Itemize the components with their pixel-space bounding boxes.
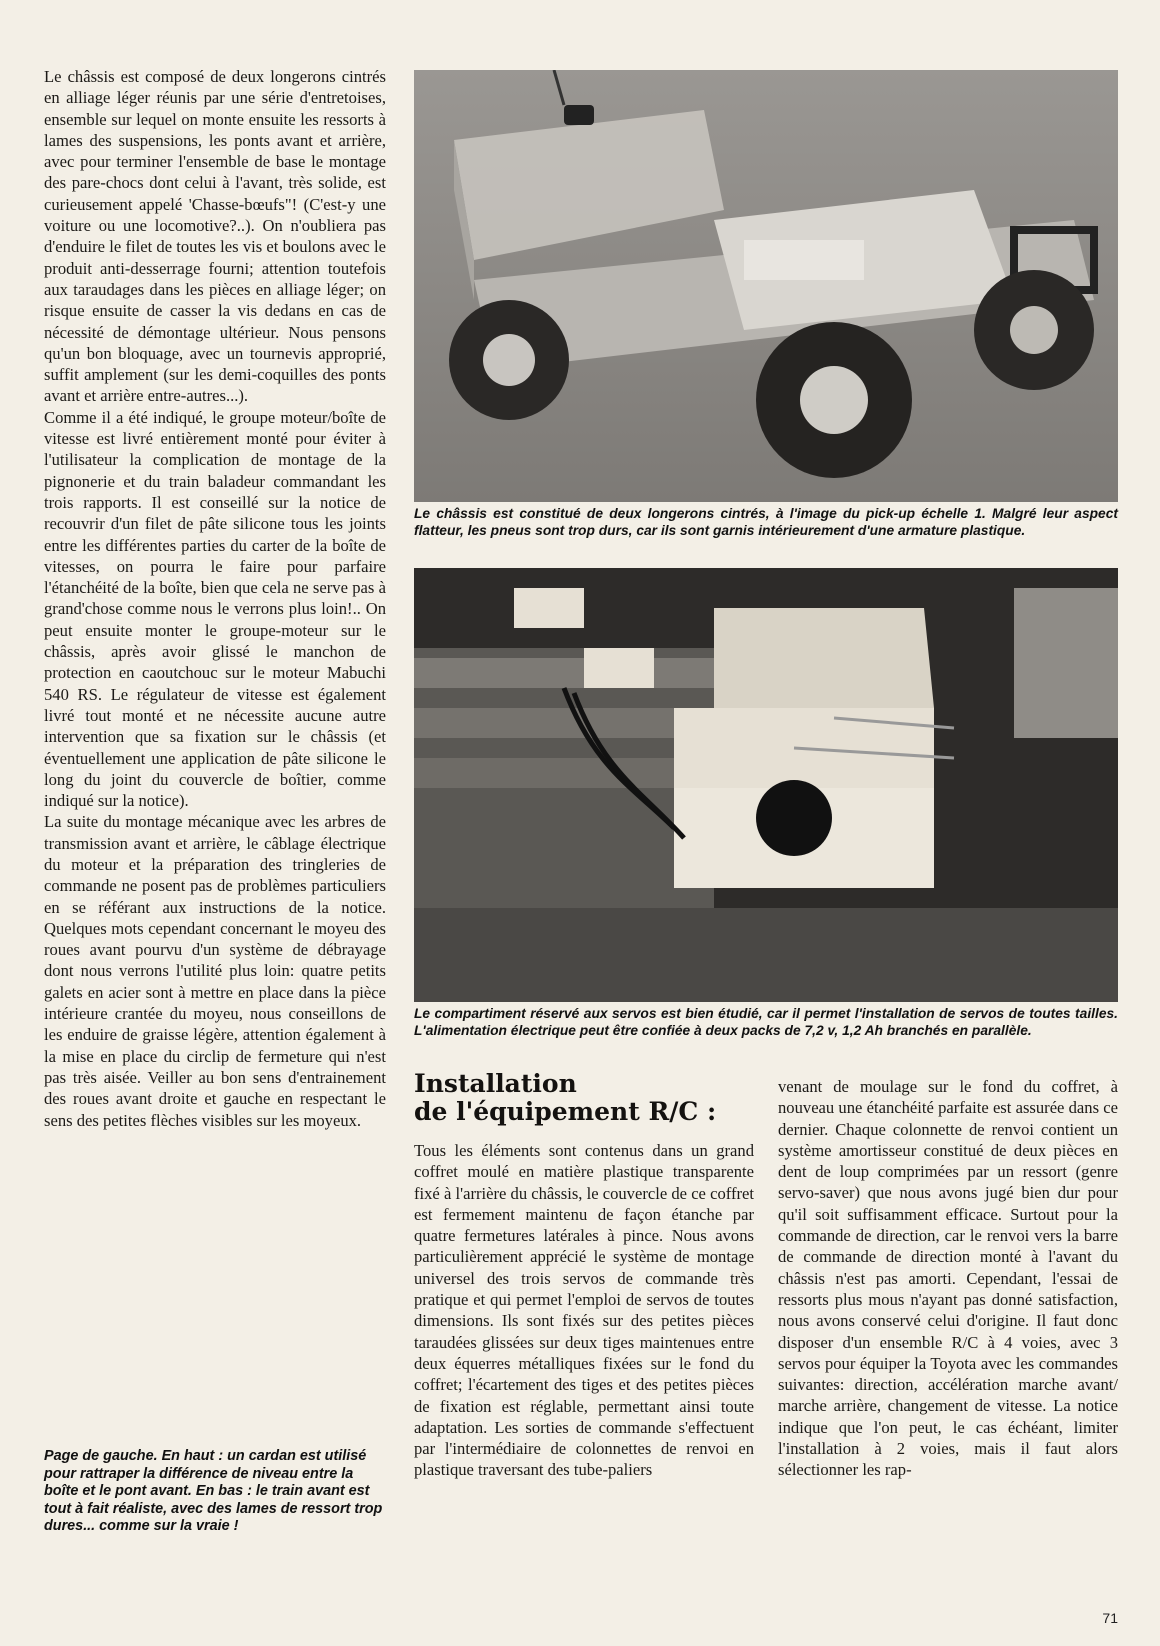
servo-photo-caption: Le compartiment réservé aux servos est bien étudié, car il permet l'installation de servos de toutes tailles. L'alimentation électrique peut être confiée à deux packs de 7,2 v, 1,2 Ah branchés en parallèle. xyxy=(414,1006,1118,1038)
left-paragraph-1: Le châssis est composé de deux longerons cintrés en alliage léger réunis par une série d'entretoises, ensemble sur lequel on monte ensuite les ressorts à lames des suspensions, les ponts avant et arrière, avec pour terminer l'ensemble de base le montage des pare-chocs dont celui à l'avant, très solide, est curieusement appelé 'Chasse-bœufs"! (C'est-y une voiture ou une locomotive?..). On n'oubliera pas d'enduire le filet de toutes les vis et boulons avec le produit anti-desserrage fourni; attention toutefois aux taraudages dans les pièces en alliage léger; on risque ensuite de casser la vis dedans en cas de nécessité de démontage ultérieur. Nous pensons qu'un bon bloquage, avec un tournevis approprié, suffit amplement (sur les demi-coquilles des ponts avant et arrière entre-autres...). xyxy=(44,67,386,406)
right-column-text xyxy=(778,1076,1118,1481)
left-column-text xyxy=(44,66,386,1131)
chassis-photo xyxy=(414,70,1118,502)
left-paragraph-2: Comme il a été indiqué, le groupe moteur/boîte de vitesse est livré entièrement monté pour éviter à l'utilisateur la complication de montage de la pignonerie et du train baladeur commandant les trois rapports. Il est conseillé sur la notice de recouvrir d'un filet de pâte silicone tous les joints entre les différentes parties du carter de la boîte de vitesses, on pourra le faire pour parfaire l'étanchéité de la boîte, bien que cela ne serve pas à grand'chose comme nous le verrons plus loin!.. On peut ensuite monter le groupe-moteur sur le châssis, après avoir glissé le manchon de protection en caoutchouc sur le moteur Mabuchi 540 RS. Le régulateur de vitesse est également livré tout monté et ne nécessite aucune autre intervention que sa fixation sur le châssis (et éventuellement une application de pâte silicone le long du joint du couvercle de boîtier, comme indiqué sur la notice). xyxy=(44,407,386,811)
middle-paragraph: Tous les éléments sont contenus dans un grand coffret moulé en matière plastique transparente fixé à l'arrière du châssis, le couvercle de ce coffret est fermement maintenu de façon étanche par quatre fermetures latérales à pince. Nous avons particulièrement apprécié le système de montage universel des trois servos de commande très pratique et qui permet l'emploi de servos de toutes dimensions. Ils sont fixés sur des petites pièces taraudées glissées sur deux tiges maintenues entre deux équerres métalliques fixées sur le fond du coffret; l'écartement des tiges et des petites pièces de fixation est réglable, permettant ainsi toute adaptation. Les sorties de commande s'effectuent par l'intermédiaire de colonnettes de renvoi en plastique traversant des tube-paliers xyxy=(414,1141,754,1480)
middle-column-text xyxy=(414,1140,754,1481)
section-heading-line-2: de l'équipement R/C : xyxy=(414,1097,717,1126)
section-heading xyxy=(414,1070,764,1126)
left-paragraph-3: La suite du montage mécanique avec les arbres de transmission avant et arrière, le câblage électrique du moteur et la préparation des tringleries de commande ne posent pas de problèmes particuliers en se référant aux instructions de la notice. Quelques mots cependant concernant le moyeu des roues avant pourvu d'un système de débrayage dont nous verrons l'utilité plus loin: quatre petits galets en acier sont à mettre en place dans la pièce intérieure crantée du moyeu, nous conseillons de les enduire de graisse légère, attention également à la mise en place du circlip de fermeture qui n'est pas très aisée. Veiller au bon sens d'entrainement des roues avant droite et gauche en respectant le sens des petites flèches visibles sur les moyeux. xyxy=(44,812,386,1130)
right-paragraph: venant de moulage sur le fond du coffret, à nouveau une étanchéité parfaite est assurée dans ce dernier. Chaque colonnette de renvoi contient un système amortisseur constitué de deux pièces en dent de loup comprimées par un ressort (genre servo-saver) que nous avons jugé bien dur pour qu'il soit suffisamment efficace. Surtout pour la commande de direction, car le renvoi vers la barre de commande de direction monté à l'avant du châssis n'est pas amorti. Cependant, l'essai de ressorts plus mous n'ayant pas donné satisfaction, nous avons conservé celui d'origine. Il faut donc disposer d'un ensemble R/C à 4 voies, avec 3 servos pour équiper la Toyota avec les commandes suivantes: direction, accélération marche avant/ marche arrière, changement de vitesse. La notice indique que l'on peut, le cas échéant, limiter l'installation à 2 voies, mais il faut alors sélectionner les rap- xyxy=(778,1077,1118,1480)
servo-compartment-photo xyxy=(414,568,1118,1002)
chassis-photo-illustration xyxy=(414,70,1118,502)
left-page-caption: Page de gauche. En haut : un cardan est utilisé pour rattraper la différence de niveau entre la boîte et le pont avant. En bas : le train avant est tout à fait réaliste, avec des lames de ressort trop dures... comme sur la vraie ! xyxy=(44,1448,383,1535)
page-number: 71 xyxy=(1102,1610,1118,1626)
section-heading-line-1: Installation xyxy=(414,1069,577,1098)
servo-photo-illustration xyxy=(414,568,1118,1002)
chassis-photo-caption: Le châssis est constitué de deux longerons cintrés, à l'image du pick-up échelle 1. Malgré leur aspect flatteur, les pneus sont trop durs, car ils sont garnis intérieurement d'une armature plastique. xyxy=(414,506,1118,538)
